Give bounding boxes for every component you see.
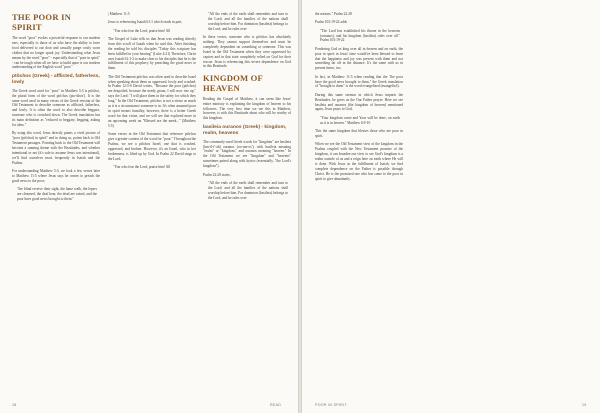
paragraph: During this same sermon in which Jesus imparts the Beatitudes, he gives us the Our Father prayer. Here we see basileia and ouranos (the kingdom of heaven) mentioned again, Jesus prays to God, [315, 92, 403, 112]
paragraph: Reading the Gospel of Matthew, it can seem like Jesus' entire ministry is explaining the kingdom of heaven to his followers. The very first time we see this in Matthew, however, is with this Beatitude about who will be worthy of this kingdom. [203, 96, 291, 121]
paragraph: The commonly-used Greek words for "kingdom" are basileia (bas-il-i'-ah) ouranos (oo-ran-os'), with basileia meaning "realm" or "kingdom," and ouranos meaning "heaven." In the Old Testament we see "kingdom" and "heavens" sometimes paired along with kyrios (essentially, "the Lord's kingdom"). [203, 139, 291, 169]
left-page [0, 0, 298, 413]
right-column-1 [315, 12, 403, 185]
running-header-left: READ [270, 403, 282, 407]
paragraph: In these verses, someone who is ptôchos has absolutely nothing. They cannot support themselves and must be completely dependent on something or someone. This was Israel in the Old Testament when they were oppressed by captors and in that state completely relied on God for their rescue. Jesus is referencing this severe dependence on God in this Beatitude. [203, 35, 291, 69]
scripture-reference: the nations." Psalm 22:28 [315, 12, 352, 16]
paragraph: This the same kingdom that blesses those who are poor in spirit. [315, 128, 403, 138]
left-column-2 [108, 12, 196, 173]
paragraph: The Old Testament ptôchos was often used to describe Israel when speaking about them as oppressed, lowly and crushed. In Psalm 12:5-6 David writes, "Because the poor (ptôchos) are despoiled, because the needy groan, I will now rise up," says the Lord; "I will place them in the safety for which they long." In the Old Testament, ptôchos is not a virtue as much as it is a circumstance someone is in. It's often assumed poor in spirit means humility, however, there is a better Greek word for that virtue, and we will see that explored more in an upcoming week on "Blessed are the meek..." (Matthew 5:5) [108, 74, 196, 128]
scripture-quote: "The Lord has established his throne in the heavens (ouranos), and his kingdom (basileia) rules over all." Psalm 103:19-22 [320, 28, 400, 43]
paragraph: Psalm 22:28 states, [203, 172, 231, 177]
subheading-ptochos: ptôchos (Greek) - afflicted, fatherless, lowly [12, 73, 100, 85]
scripture-reference: | Matthew 11:5 [108, 12, 130, 16]
scripture-quote: "the blind receive their sight, the lame walk, the lepers are cleansed, the deaf hear, the dead are raised, and the poor have good news brought to them." [17, 187, 97, 202]
paragraph: For understanding Matthew 5:3, we look a few verses later to Matthew 11:5 where Jesus says he comes to preach the good news to the poor; [12, 169, 100, 183]
running-header-right: POOR IN SPIRIT [315, 403, 347, 407]
scripture-reference: Psalm 103:19-22 adds [315, 20, 347, 25]
paragraph: In fact, in Matthew 11:5 when reading that the "the poor have the good news brought to them," the Greek translation of "brought to them" is the word evangelized (euangelizô). [315, 74, 403, 89]
paragraph: When we see the Old Testament view of the kingdom in the Psalms coupled with the New Testament promise of the kingdom, it can broaden our view to see God's kingdom is a realm outside of us and a reign here on earth where He will is done. With Jesus as the fulfillment of Isaiah, we find complete dependence on the Father is possible through Christ. He is the promised one who has come to the poor in spirit to give abundantly. [315, 142, 403, 181]
page-number-left: 18 [12, 403, 17, 407]
scripture-quote: "Your kingdom come and Your will be done, on earth as it is in heaven." Matthew 6:9-10 [320, 115, 400, 125]
scripture-quote: "You who fear the Lord, praise him! All [113, 164, 171, 169]
paragraph: Jesus is referencing Isaiah 61:1 which reads in part, [108, 20, 183, 25]
left-column-1 [12, 12, 100, 205]
section-title-poor-in-spirit: THE POOR IN SPIRIT [12, 12, 72, 32]
scripture-quote: "All the ends of the earth shall remember and turn to the Lord; and all the families of the nations shall worship before him. For dominion (basileia) belongs to the Lord, and he rules over [208, 180, 288, 200]
paragraph: The word "poor" evokes a powerful response to our modern ears, especially to those of us who have the ability to have food delivered to our door and casually purge costly worn clothes that no longer spark joy. Understanding what Jesus means by the word "poor" - especially that of "poor in spirit" - can be tough when all we have to build upon is our modern understanding of the English word "poor." [12, 36, 100, 70]
subheading-basileia-ouranos: basileia ouranos (Greek) - kingdom, realm, heavens [203, 124, 287, 136]
paragraph: By using this word, Jesus directly paints a vivid picture of "poor (ptôchoi) in spirit" and in doing so, points back to Old Testament passages. Pointing back to the Old Testament will become a running theme with the Beatitudes, and whether intentional or not (it's safe to assume Jesus was intentional), we'll find ourselves most frequently in Isaiah and the Psalms. [12, 131, 100, 165]
paragraph: Some verses in the Old Testament that reference ptôchos give a greater context of the word for "poor." Throughout the Psalms, we see a ptôchos Israel, one that is crushed, oppressed, and broken. However, it's an Israel, who in her brokenness, is lifted up by God. In Psalm 22 David sings to the Lord, [108, 131, 196, 161]
section-title-kingdom-of-heaven: KINGDOM OF HEAVEN [203, 72, 263, 93]
right-page [302, 0, 600, 413]
paragraph: Pondering God as king over all in heaven and on earth, the poor in spirit in Jesus' time would've been blessed to learn that the happiness and joy was present with them and not something far off in the distance. It's the same with us in present times, too. [315, 46, 403, 71]
left-column-3 [203, 12, 291, 204]
scripture-quote: "All the ends of the earth shall remember and turn to the Lord; and all the families of the nations shall worship before him. For dominion (basileia) belongs to the Lord, and he rules over [208, 12, 288, 31]
paragraph: The Gospel of Luke tells us that Jesus was reading directly from this scroll of Isaiah when he said this. After finishing the reading he told his disciples "Today this scripture has been fulfilled in your hearing" (Luke 4:21) Therefore, Christ uses Isaiah 61:1-2 to make clear to his disciples that he is the fulfillment of this prophecy by preaching the good news to them. [108, 36, 196, 71]
scripture-quote: "You who fear the Lord, praise him! All [113, 28, 171, 33]
paragraph: The Greek word used for "poor" in Matthew 5:3 is ptôchoi, the plural form of the word ptôchos (pto-khos'). It is the same word used in many verses of the Greek version of the Old Testament to describe someone as afflicted, fatherless, and lowly. It is often the word to also describe beggars, someone who is crouched down. The Greek translation has its main definition as "reduced to beggary, begging, asking for alms." [12, 88, 100, 128]
page-number-right: 19 [582, 403, 587, 407]
